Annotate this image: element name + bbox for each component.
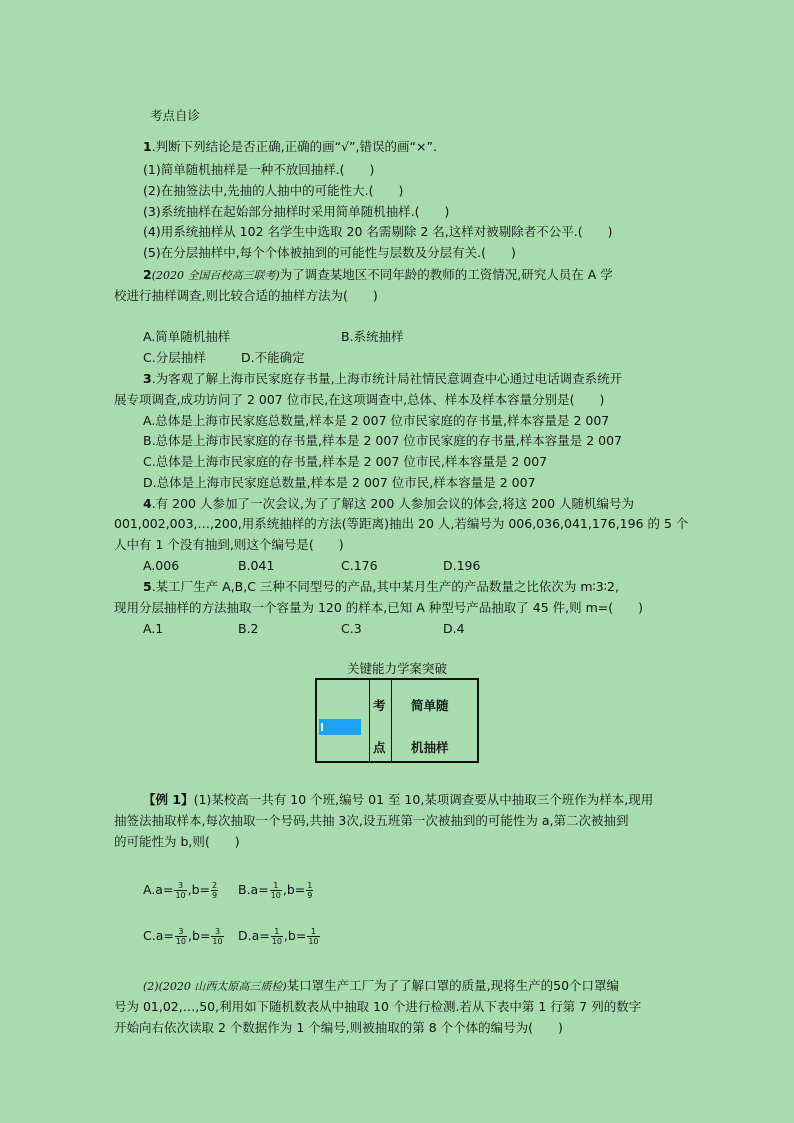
question-number: 3	[143, 371, 152, 386]
table-divider	[391, 680, 392, 761]
question-2-stem	[143, 265, 613, 286]
question-text: .判断下列结论是否正确,正确的画“√”,错误的画“×”.	[151, 139, 437, 154]
table-cell-title-1: 简单随	[411, 698, 449, 713]
q5-option-b: B.2	[238, 621, 259, 636]
table-cell-dian: 点	[373, 740, 386, 755]
question-source: (2020 全国百校高三联考)	[151, 269, 280, 282]
q5-option-a: A.1	[143, 621, 164, 636]
section-title: 考点自诊	[150, 108, 201, 123]
question-5-stem-cont: 现用分层抽样的方法抽取一个容量为 120 的样本,已知 A 种型号产品抽取了 45 件,则 m=( )	[114, 600, 643, 615]
q2-option-a: A.简单随机抽样	[143, 329, 231, 344]
question-4-stem	[143, 494, 634, 514]
q3-option-b: B.总体是上海市民家庭的存书量,样本是 2 007 位市民家庭的存书量,样本容量是 2 007	[143, 433, 622, 448]
example-1-stem-cont2: 的可能性为 b,则( )	[114, 834, 240, 849]
example-text: (1)某校高一共有 10 个班,编号 01 至 10,某项调查要从中抽取三个班作为样本,现用	[193, 792, 654, 807]
question-number: 4	[143, 496, 152, 511]
q5-option-c: C.3	[341, 621, 362, 636]
example-1-part-2	[143, 976, 619, 997]
q2-option-c: C.分层抽样	[143, 350, 206, 365]
highlight-box	[319, 719, 361, 735]
q4-option-c: C.176	[341, 558, 378, 573]
question-1-stem	[143, 137, 437, 157]
q2-option-d: D.不能确定	[241, 350, 305, 365]
question-2-stem-cont: 校进行抽样调查,则比较合适的抽样方法为( )	[114, 288, 378, 303]
q3-option-d: D.总体是上海市民家庭总数量,样本是 2 007 位市民,样本容量是 2 007	[143, 475, 536, 490]
question-5-stem	[143, 577, 619, 597]
example-1-stem	[143, 790, 653, 810]
example-label: 【例 1】	[143, 792, 194, 807]
cursor-mark	[321, 723, 323, 731]
question-text: 为了调查某地区不同年龄的教师的工资情况,研究人员在 A 学	[279, 267, 613, 282]
question-source: (2)(2020 山西太原高三质检)	[143, 980, 287, 993]
table-cell-kao: 考	[373, 698, 386, 713]
q4-option-a: A.006	[143, 558, 180, 573]
table-divider	[369, 680, 370, 761]
question-4-stem-cont2: 人中有 1 个没有抽到,则这个编号是( )	[114, 537, 344, 552]
question-number: 5	[143, 579, 152, 594]
example-text: 某口罩生产工厂为了了解口罩的质量,现将生产的50个口罩编	[286, 978, 620, 993]
question-number: 2	[143, 267, 152, 282]
example-1-part-2-cont2: 开始向右依次读取 2 个数据作为 1 个编号,则被抽取的第 8 个个体的编号为( )	[114, 1020, 563, 1035]
question-3-stem-cont: 展专项调查,成功访问了 2 007 位市民,在这项调查中,总体、样本及样本容量分别是( )	[114, 392, 605, 407]
q1-item-5: (5)在分层抽样中,每个个体被抽到的可能性与层数及分层有关.( )	[143, 245, 516, 260]
q5-option-d: D.4	[443, 621, 465, 636]
example-1-part-2-cont: 号为 01,02,…,50,利用如下随机数表从中抽取 10 个进行检测.若从下表中第 1 行第 7 列的数字	[114, 999, 642, 1014]
section-2-title: 关键能力学案突破	[346, 661, 447, 676]
question-3-stem	[143, 369, 622, 389]
q4-option-b: B.041	[238, 558, 275, 573]
q2-option-b: B.系统抽样	[341, 329, 404, 344]
q4-option-d: D.196	[443, 558, 481, 573]
q1-item-2: (2)在抽签法中,先抽的人抽中的可能性大.( )	[143, 183, 404, 198]
ex1-option-b: B.a= $\frac{1}{10}$ ,b= $\frac{1}{9}$	[238, 881, 313, 900]
example-1-stem-cont: 抽签法抽取样本,每次抽取一个号码,共抽 3次,设五班第一次被抽到的可能性为 a,第二次被抽到	[114, 813, 629, 828]
question-text: .有 200 人参加了一次会议,为了了解这 200 人参加会议的体会,将这 200 人随机编号为	[151, 496, 635, 511]
question-4-stem-cont: 001,002,003,…,200,用系统抽样的方法(等距离)抽出 20 人,若编号为 006,036,041,176,196 的 5 个	[114, 516, 689, 531]
ex1-option-a: A.a= $\frac{3}{10}$ ,b= $\frac{2}{9}$	[143, 881, 218, 900]
ex1-option-d: D.a= $\frac{1}{10}$ ,b= $\frac{1}{10}$	[238, 927, 319, 946]
question-text: .为客观了解上海市民家庭存书量,上海市统计局社情民意调查中心通过电话调查系统开	[151, 371, 623, 386]
q3-option-a: A.总体是上海市民家庭总数量,样本是 2 007 位市民家庭的存书量,样本容量是 2 007	[143, 413, 610, 428]
ex1-option-c: C.a= $\frac{3}{10}$ ,b= $\frac{3}{10}$	[143, 927, 223, 946]
question-number: 1	[143, 139, 152, 154]
question-text: .某工厂生产 A,B,C 三种不同型号的产品,其中某月生产的产品数量之比依次为 m∶3∶2,	[151, 579, 619, 594]
q3-option-c: C.总体是上海市民家庭的存书量,样本是 2 007 位市民,样本容量是 2 007	[143, 454, 548, 469]
q1-item-4: (4)用系统抽样从 102 名学生中选取 20 名需剔除 2 名,这样对被剔除者不公平.( )	[143, 224, 613, 239]
table-cell-title-2: 机抽样	[411, 740, 449, 755]
q1-item-3: (3)系统抽样在起始部分抽样时采用简单随机抽样.( )	[143, 204, 450, 219]
q1-item-1: (1)简单随机抽样是一种不放回抽样.( )	[143, 162, 375, 177]
